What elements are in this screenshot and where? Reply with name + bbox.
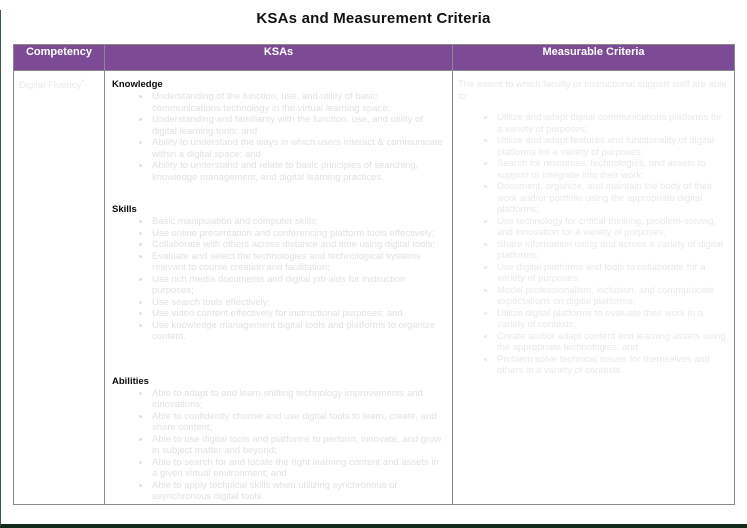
- list-item: • Search for resources, technologies, and assets to support or integrate into their work;: [496, 158, 728, 181]
- list-item: • Ability to understand the ways in which users interact & communicate within a digital space; and: [151, 137, 445, 160]
- list-item: • Utilize and adapt features and functionality of digital platforms for a variety of purposes;: [496, 135, 728, 158]
- competency-label: [15, 72, 103, 91]
- column-header-ksas: KSAs: [105, 45, 453, 71]
- knowledge-bullet-list: [110, 91, 445, 183]
- criteria-intro-text: The extent to which faculty or instructional support staff are able to:: [458, 79, 727, 102]
- list-item: • Problem solve technical issues for themselves and others in a variety of contexts: [496, 354, 728, 377]
- list-item: • Share information using and across a variety of digital platforms;: [496, 239, 728, 262]
- list-item: • Evaluate and select the technologies and technological systems relevant to course creation and facilitation;: [151, 251, 445, 274]
- column-header-competency: Competency: [14, 45, 105, 71]
- list-item: • Use online presentation and conferencing platform tools effectively;: [151, 228, 445, 240]
- list-item: • Create and/or adapt content and learning assets using the appropriate technologies; and: [496, 331, 728, 354]
- skills-section: [110, 204, 445, 343]
- list-item: • Collaborate with others across distance and time using digital tools;: [151, 239, 445, 251]
- competency-text: Digital Fluency: [19, 80, 82, 92]
- list-item: • Able to adapt to and learn shifting technology improvements and innovations;: [151, 388, 445, 411]
- ksas-cell: [105, 71, 453, 505]
- measurable-criteria-cell: [453, 71, 735, 505]
- footnote-marker: *: [81, 79, 85, 86]
- list-item: • Document, organize, and maintain the body of their work and/or portfolio using the appropriate digital platforms;: [496, 181, 728, 216]
- abilities-heading: Abilities: [112, 375, 149, 387]
- list-item: • Use digital platforms and tools to collaborate for a variety of purposes;: [496, 262, 728, 285]
- competency-cell: [14, 71, 105, 505]
- skills-bullet-list: [110, 216, 445, 343]
- list-item: • Able to use digital tools and platforms to perform, innovate, and grow in subject matter and beyond;: [151, 434, 445, 457]
- list-item: • Understanding of the function, use, and utility of basic communications technology in the virtual learning space;: [151, 91, 445, 114]
- abilities-bullet-list: [110, 388, 445, 503]
- list-item: • Able to search for and locate the right learning content and assets in a given virtual environment; and: [151, 457, 445, 480]
- ksa-criteria-table: [13, 44, 735, 505]
- list-item: • Use knowledge management digital tools and platforms to organize content.: [151, 320, 445, 343]
- page-title: KSAs and Measurement Criteria: [256, 10, 491, 27]
- abilities-section: [110, 376, 445, 503]
- criteria-bullet-list: [458, 112, 728, 377]
- column-header-measurable-criteria: Measurable Criteria: [453, 45, 735, 71]
- table-row: [14, 71, 735, 505]
- list-item: • Use technology for critical thinking, problem-solving, and innovation for a variety of purposes;: [496, 216, 728, 239]
- list-item: • Able to apply technical skills when utilizing synchronous or asynchronous digital tools.: [151, 480, 445, 503]
- list-item: • Utilize and adapt digital communications platforms for a variety of purposes;: [496, 112, 728, 135]
- skills-heading: Skills: [112, 204, 137, 215]
- knowledge-heading: Knowledge: [112, 79, 163, 90]
- list-item: • Understanding and familiarity with the function, use, and utility of digital learning tools; and: [151, 114, 445, 137]
- knowledge-section: [110, 79, 445, 183]
- list-item: • Model professionalism, inclusion, and communicate expectations on digital platforms;: [496, 285, 728, 308]
- list-item: • Use rich media documents and digital job aids for instruction purposes;: [151, 274, 445, 297]
- table-header-row: [14, 45, 735, 71]
- list-item: • Use search tools effectively;: [151, 297, 445, 309]
- list-item: • Utilize digital platforms to evaluate their work in a variety of contexts;: [496, 308, 728, 331]
- list-item: • Basic manipulation and computer skills;: [151, 216, 445, 228]
- list-item: • Ability to understand and relate to basic principles of searching, knowledge management, and digital learning practices.: [151, 160, 445, 183]
- list-item: • Able to confidently choose and use digital tools to learn, create, and share content;: [151, 411, 445, 434]
- list-item: • Use video content effectively for instructional purposes; and: [151, 308, 445, 320]
